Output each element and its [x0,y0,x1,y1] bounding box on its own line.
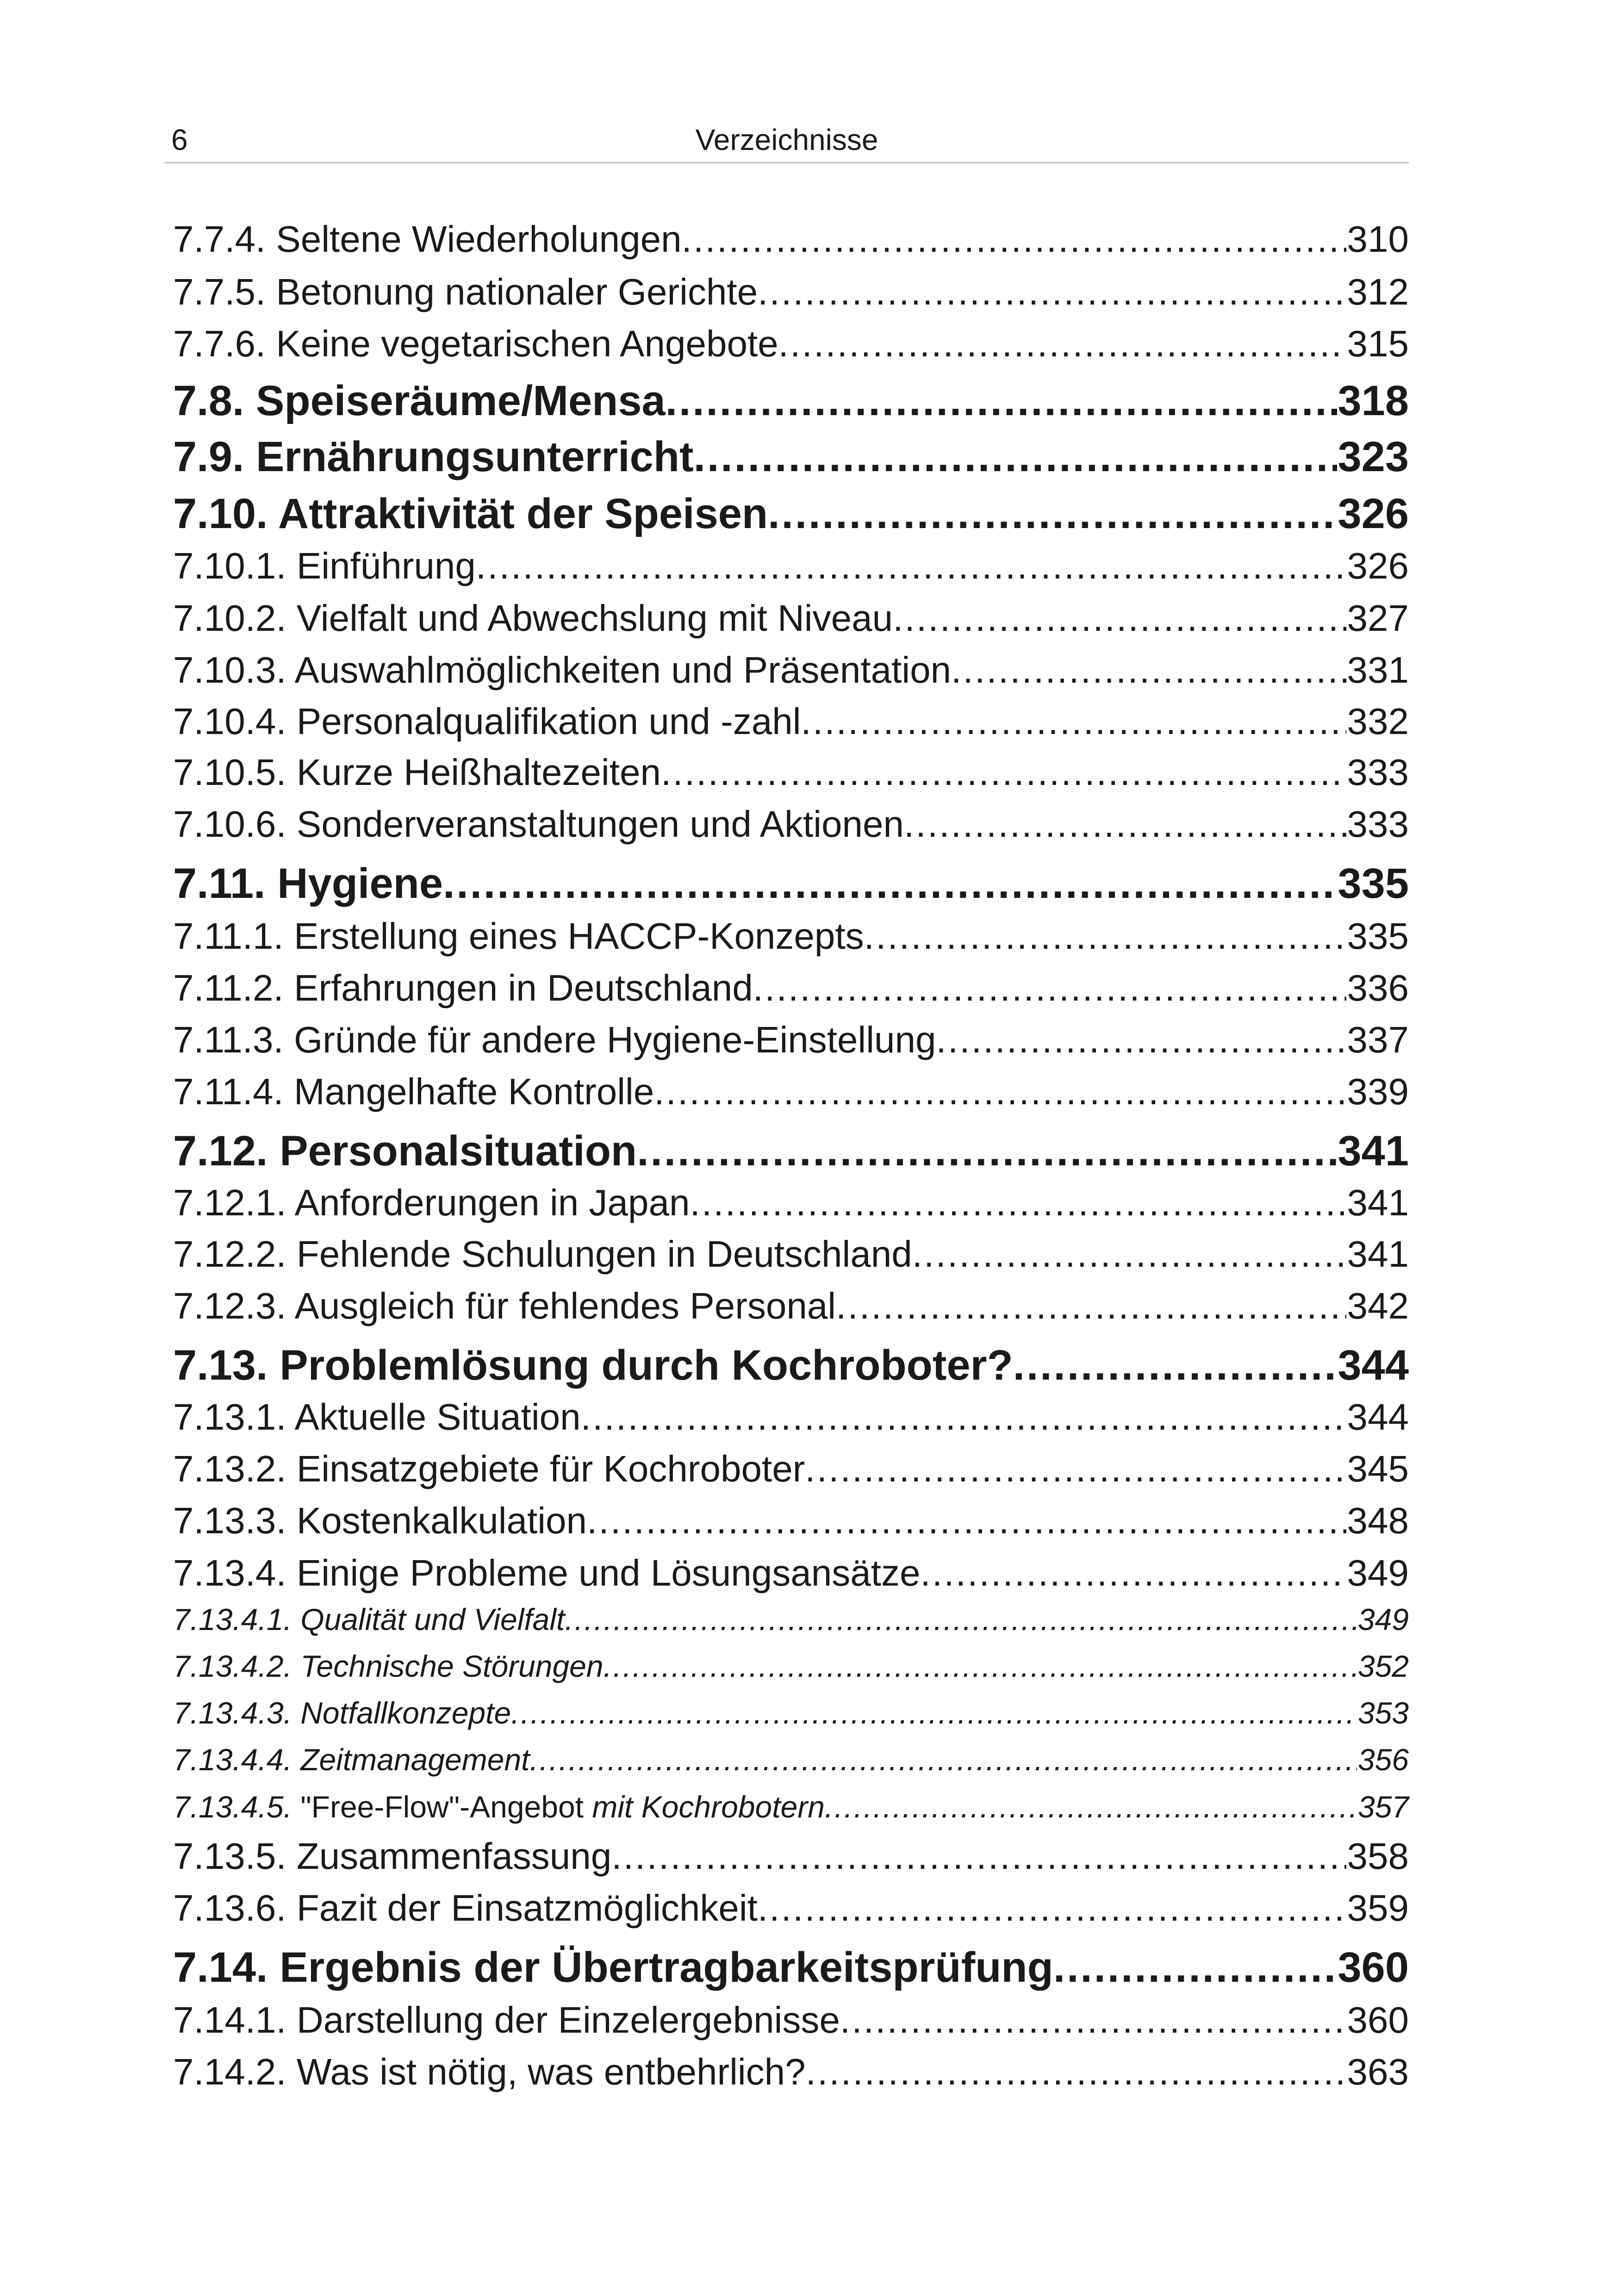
dot-leader [920,1551,1346,1595]
toc-entry-title [173,1340,1013,1391]
toc-entry-text: Darstellung der Einzelergebnisse [296,1999,840,2041]
toc-entry[interactable] [173,270,1409,314]
toc-entry-text: Technische Störungen [300,1649,604,1683]
toc-entry[interactable] [173,1070,1409,1114]
dot-leader [893,596,1346,641]
toc-entry-number: 7.11. [173,860,266,907]
toc-entry-text: Betonung nationaler Gerichte [276,271,758,312]
toc-entry[interactable] [173,1648,1409,1685]
dot-leader [904,802,1346,846]
toc-entry-title [173,1648,604,1685]
toc-entry-page: 326 [1347,545,1409,586]
toc-entry-number: 7.12.1. [173,1182,286,1223]
toc-entry[interactable] [173,1340,1409,1391]
toc-entry-page: 344 [1347,1396,1409,1437]
toc-entry-number: 7.10.4. [173,701,286,742]
toc-entry-page: 357 [1357,1790,1409,1824]
toc-entry-text: Qualität und Vielfalt [300,1602,565,1636]
toc-entry-title [173,1070,654,1114]
dot-leader [806,2050,1346,2094]
toc-entry-number: 7.13.4.1. [173,1602,292,1636]
dot-leader [758,1886,1346,1930]
toc-entry-title [173,1834,611,1879]
toc-entry-title [173,1741,530,1778]
toc-entry-text: Zusammenfassung [296,1836,612,1877]
toc-entry[interactable] [173,966,1409,1010]
dot-leader [864,914,1346,958]
dot-leader [1013,1340,1337,1391]
toc-entry-title [173,699,801,744]
toc-entry[interactable] [173,1551,1409,1595]
toc-entry-text: Kurze Heißhaltezeiten [296,752,661,793]
dot-leader [682,217,1346,261]
toc-entry-title [173,802,904,846]
dot-leader [753,966,1346,1010]
toc-entry-page: 342 [1347,1285,1409,1326]
toc-entry[interactable] [173,1694,1409,1731]
toc-entry-number: 7.13.3. [173,1500,286,1541]
toc-entry-number: 7.13.4.4. [173,1742,292,1777]
toc-entry[interactable] [173,1447,1409,1491]
toc-entry-number: 7.14.1. [173,1999,286,2041]
toc-entry-text: Problemlösung durch Kochroboter? [280,1342,1013,1389]
toc-entry[interactable] [173,1601,1409,1638]
toc-entry[interactable] [173,375,1409,426]
dot-leader [778,322,1346,366]
dot-leader [476,544,1346,588]
toc-entry[interactable] [173,1395,1409,1439]
toc-entry-title [173,270,758,314]
toc-entry-text: Notfallkonzepte [300,1696,511,1730]
dot-leader [637,1126,1337,1176]
toc-entry-text: Fazit der Einsatzmöglichkeit [296,1887,758,1929]
toc-entry-number: 7.10.1. [173,545,286,586]
toc-entry-number: 7.12.3. [173,1285,286,1326]
toc-entry-text: Vielfalt und Abwechslung mit Niveau [296,597,893,639]
toc-entry-page: 335 [1347,915,1409,957]
toc-entry-page: 360 [1338,1944,1409,1991]
toc-entry-title [173,544,476,588]
toc-entry-page: 352 [1357,1649,1409,1683]
toc-entry-text: Gründe für andere Hygiene-Einstellung [293,1019,936,1060]
toc-entry[interactable] [173,431,1409,482]
dot-leader [805,1447,1346,1491]
toc-entry-page: 359 [1347,1887,1409,1929]
dot-leader [836,1284,1346,1328]
toc-entry-title [173,648,951,692]
toc-entry-number: 7.13.1. [173,1396,286,1437]
toc-entry-number: 7.13.4.2. [173,1649,292,1683]
toc-entry-page: 349 [1347,1552,1409,1593]
toc-entry-title [173,1601,565,1638]
toc-entry-number: 7.13.5. [173,1836,286,1877]
toc-entry-text: Speiseräume/Mensa [256,377,666,424]
toc-entry-text: Ausgleich für fehlendes Personal [294,1285,836,1326]
toc-entry-page: 348 [1347,1500,1409,1541]
toc-entry-number: 7.10.2. [173,597,286,639]
toc-entry-text: Ergebnis der Übertragbarkeitsprüfung [280,1944,1053,1991]
toc-entry-page: 336 [1347,967,1409,1008]
dot-leader [443,858,1337,909]
toc-entry[interactable] [173,1886,1409,1930]
page-number: 6 [171,123,188,156]
toc-entry[interactable] [173,1499,1409,1543]
toc-entry-title [173,375,666,426]
toc-entry-number: 7.12.2. [173,1233,286,1275]
toc-entry-title [173,1284,836,1328]
toc-entry[interactable] [173,1181,1409,1225]
dot-leader [936,1018,1346,1062]
toc-entry-text: Auswahlmöglichkeiten und Präsentation [294,649,952,691]
toc-entry-text: Erstellung eines HACCP-Konzepts [293,915,864,957]
toc-entry-text: Zeitmanagement [300,1742,530,1777]
toc-entry-page: 341 [1347,1233,1409,1275]
toc-entry-text: Sonderveranstaltungen und Aktionen [296,803,904,845]
toc-entry-number: 7.13.6. [173,1887,286,1929]
toc-entry-page: 349 [1357,1602,1409,1636]
toc-entry-number: 7.10.5. [173,752,286,793]
dot-leader [666,375,1337,426]
toc-entry-page: 337 [1347,1019,1409,1060]
dot-leader [758,270,1346,314]
toc-entry-page: 335 [1338,860,1409,907]
toc-entry-text: Personalsituation [280,1127,637,1175]
toc-entry-number: 7.10.6. [173,803,286,845]
toc-entry[interactable] [173,1232,1409,1276]
dot-leader [604,1648,1357,1685]
toc-entry-title [173,750,661,795]
toc-entry-number: 7.7.5. [173,271,266,312]
toc-entry-title [173,1447,805,1491]
dot-leader [611,1834,1346,1879]
toc-entry-number: 7.9. [173,433,244,480]
toc-entry-text: Seltene Wiederholungen [276,218,682,260]
dot-leader [912,1232,1346,1276]
toc-entry-page: 353 [1357,1696,1409,1730]
toc-entry-title [173,1694,511,1731]
toc-entry-number: 7.11.4. [173,1071,284,1112]
toc-entry[interactable] [173,544,1409,588]
toc-entry-page: 332 [1347,701,1409,742]
toc-entry-page: 312 [1347,271,1409,312]
toc-entry[interactable] [173,648,1409,692]
toc-entry-page: 326 [1338,490,1409,537]
dot-leader [840,1998,1346,2042]
dot-leader [581,1395,1346,1439]
toc-entry-title [173,1998,840,2042]
toc-entry-number: 7.7.6. [173,323,266,364]
toc-entry-number: 7.7.4. [173,218,266,260]
toc-entry-page: 341 [1338,1127,1409,1175]
running-title: Verzeichnisse [695,123,878,156]
toc-entry-page: 323 [1338,433,1409,480]
toc-entry-text: Keine vegetarischen Angebote [276,323,778,364]
toc-entry-title [173,1395,581,1439]
toc-entry-title [173,914,864,958]
toc-entry-title [173,1232,912,1276]
dot-leader [801,699,1346,744]
toc-entry-title [173,322,778,366]
toc-entry-title [173,1886,758,1930]
toc-entry-title [173,596,893,641]
dot-leader [661,750,1346,795]
toc-entry-page: 341 [1347,1182,1409,1223]
toc-entry-number: 7.13. [173,1342,268,1389]
toc-entry-title [173,1181,690,1225]
toc-entry-text: Fehlende Schulungen in Deutschland [296,1233,912,1275]
dot-leader [690,1181,1346,1225]
toc-entry-text: Erfahrungen in Deutschland [293,967,753,1008]
toc-entry-number: 7.14. [173,1944,268,1991]
toc-entry-number: 7.10.3. [173,649,286,691]
toc-entry-title [173,217,682,261]
toc-entry-text: mit Kochrobotern [592,1790,825,1824]
toc-entry-page: 344 [1338,1342,1409,1389]
dot-leader [511,1694,1357,1731]
toc-entry-page: 358 [1347,1836,1409,1877]
toc-entry-title [173,1942,1053,1993]
toc-entry-number: 7.8. [173,377,244,424]
toc-entry-number: 7.11.1. [173,915,284,957]
toc-entry-title [173,1126,637,1176]
toc-entry-page: 318 [1338,377,1409,424]
dot-leader [768,488,1337,539]
toc-entry-page: 310 [1347,218,1409,260]
toc-entry-page: 333 [1347,752,1409,793]
toc-entry-text: Aktuelle Situation [294,1396,581,1437]
toc-entry-text: Hygiene [277,860,443,907]
toc-entry-title [173,966,753,1010]
toc-entry-text: Personalqualifikation und -zahl [296,701,801,742]
toc-entry[interactable] [173,322,1409,366]
toc-entry-page: 327 [1347,597,1409,639]
toc-entry-title-upright: "Free-Flow"-Angebot [300,1790,584,1824]
toc-entry-page: 333 [1347,803,1409,845]
toc-entry-title [173,1551,920,1595]
toc-entry-text: Was ist nötig, was entbehrlich? [296,2051,806,2092]
toc-entry-text: Ernährungsunterricht [256,433,694,480]
toc-entry-title [173,1788,825,1825]
toc-entry[interactable] [173,596,1409,641]
toc-entry-page: 363 [1347,2051,1409,2092]
dot-leader [825,1788,1357,1825]
toc-entry-text: Kostenkalkulation [296,1500,587,1541]
toc-entry-page: 345 [1347,1448,1409,1489]
toc-entry-text: Attraktivität der Speisen [278,490,768,537]
toc-entry[interactable] [173,2050,1409,2094]
toc-entry-text: Anforderungen in Japan [294,1182,690,1223]
toc-entry-title [173,488,768,539]
toc-entry-number: 7.11.3. [173,1019,284,1060]
toc-entry[interactable] [173,750,1409,795]
toc-entry-number: 7.13.2. [173,1448,286,1489]
toc-entry-page: 356 [1357,1742,1409,1777]
toc-entry[interactable] [173,1126,1409,1176]
toc-entry-text: Einsatzgebiete für Kochroboter [296,1448,805,1489]
toc-entry-page: 360 [1347,1999,1409,2041]
dot-leader [654,1070,1346,1114]
toc-entry-title [173,1499,587,1543]
toc-entry-number: 7.13.4.5. [173,1790,292,1824]
toc-entry-number: 7.10. [173,490,268,537]
toc-entry[interactable] [173,699,1409,744]
toc-entry-text: Mangelhafte Kontrolle [293,1071,654,1112]
toc-entry-page: 331 [1347,649,1409,691]
toc-entry-page: 339 [1347,1071,1409,1112]
toc-entry[interactable] [173,1942,1409,1993]
toc-entry[interactable] [173,1788,1409,1825]
toc-entry[interactable] [173,1741,1409,1778]
toc-entry-title [173,1018,936,1062]
dot-leader [530,1741,1357,1778]
toc-entry[interactable] [173,488,1409,539]
dot-leader [1053,1942,1337,1993]
dot-leader [587,1499,1346,1543]
toc-entry-text: Einige Probleme und Lösungsansätze [296,1552,921,1593]
toc-entry[interactable] [173,858,1409,909]
toc-entry-number: 7.14.2. [173,2051,286,2092]
toc-entry[interactable] [173,1284,1409,1328]
dot-leader [565,1601,1357,1638]
toc-entry-number: 7.13.4. [173,1552,286,1593]
toc-entry-title [173,431,694,482]
toc-entry[interactable] [173,217,1409,261]
toc-entry-number: 7.13.4.3. [173,1696,292,1730]
toc-entry[interactable] [173,802,1409,846]
toc-entry-title [173,2050,806,2094]
toc-entry-text: Einführung [296,545,476,586]
toc-entry[interactable] [173,1998,1409,2042]
dot-leader [951,648,1346,692]
toc-entry[interactable] [173,1834,1409,1879]
toc-entry[interactable] [173,1018,1409,1062]
toc-entry-number: 7.12. [173,1127,268,1175]
toc-entry-page: 315 [1347,323,1409,364]
toc-entry-number: 7.11.2. [173,967,284,1008]
toc-entry-title [173,858,443,909]
dot-leader [694,431,1337,482]
toc-entry[interactable] [173,914,1409,958]
